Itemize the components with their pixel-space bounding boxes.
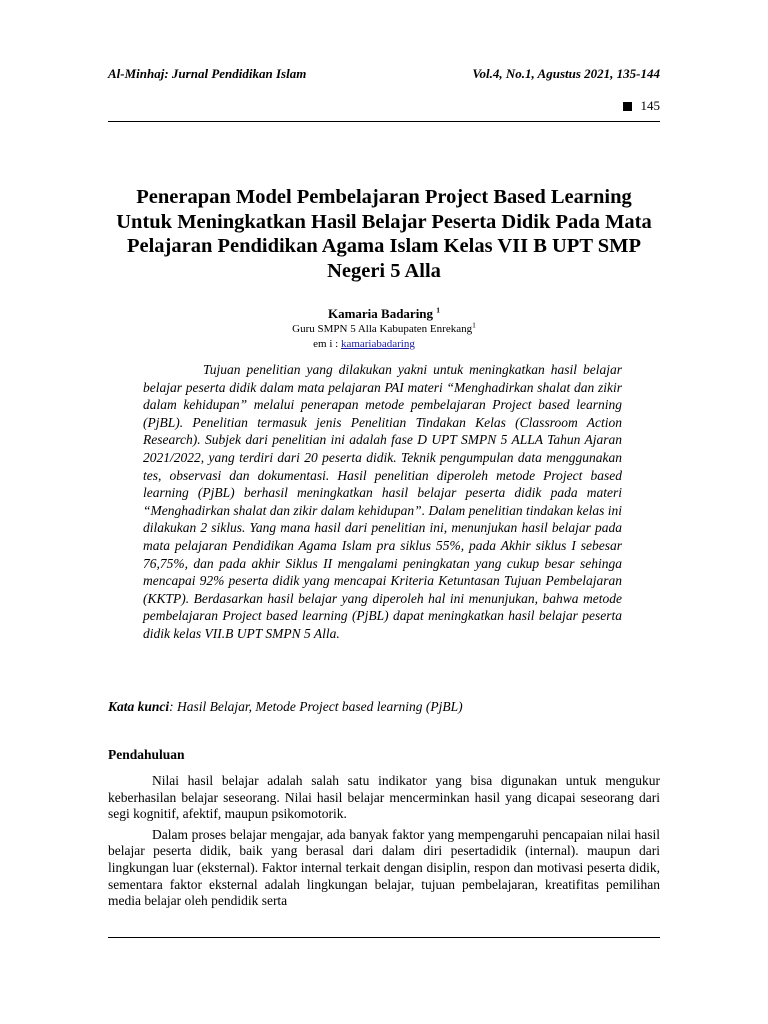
keywords-text: : Hasil Belajar, Metode Project based learning (PjBL) <box>169 699 463 714</box>
paper-title: Penerapan Model Pembelajaran Project Based Learning Untuk Meningkatkan Hasil Belajar Peserta Didik Pada Mata Pelajaran Pendidikan Agama Islam Kelas VII B UPT SMP Negeri 5 Alla <box>116 186 652 282</box>
page-number: 145 <box>640 98 660 113</box>
keywords-label: Kata kunci <box>108 699 170 714</box>
author-block <box>108 305 660 352</box>
abstract: Tujuan penelitian yang dilakukan yakni untuk meningkatkan hasil belajar belajar peserta didik dalam mata pelajaran PAI materi “Menghadirkan shalat dan zikir dalam kehidupan” melalui penerapan metode pembelajaran Project based learning (PjBL). Penelitian termasuk jenis Penelitian Tindakan Kelas (Classroom Action Research). Subjek dari penelitian ini adalah fase D UPT SMPN 5 ALLA Tahun Ajaran 2021/2022, yang terdiri dari 20 peserta didik. Teknik pengumpulan data menggunakan tes, observasi dan dokumentasi. Hasil penelitian diperoleh metode Project based learning (PjBL) berhasil meningkatkan hasil belajar peserta didik pada materi “Menghadirkan shalat dan zikir dalam kehidupan”. Dalam penelitian tindakan kelas ini dilakukan 2 siklus. Yang mana hasil dari penelitian ini, menunjukan hasil belajar pada mata pelajaran Pendidikan Agama Islam pra siklus 55%, pada Akhir siklus I sebesar 76,75%, dan pada akhir Siklus II mengalami peningkatan yang cukup besar sehinga mencapai 92% peserta didik yang mencapai Kriteria Ketuntasan Tujuan Pembelajaran (KKTP). Berdasarkan hasil belajar yang diperoleh hal ini menunjukan, bahwa metode pembelajaran Project based learning (PjBL) dapat meningkatkan hasil belajar peserta didik kelas VII.B UPT SMPN 5 Alla. <box>143 362 622 641</box>
author-superscript: 1 <box>436 305 441 315</box>
email-link[interactable]: kamariabadaring <box>340 338 415 350</box>
footer-divider <box>108 937 660 938</box>
keywords <box>108 699 660 715</box>
author-name-line <box>108 305 660 322</box>
section-heading: Pendahuluan <box>108 747 185 762</box>
header-divider <box>108 121 660 122</box>
black-square-icon <box>623 102 632 111</box>
author-affiliation-line <box>108 322 660 337</box>
author-name: Kamaria Badaring <box>327 306 434 321</box>
body-paragraph: Dalam proses belajar mengajar, ada banyak faktor yang mempengaruhi pencapaian nilai hasil belajar peserta didik, baik yang berasal dari dalam diri pesertadidik (internal). maupun dari lingkungan luar (eksternal). Faktor internal terkait dengan disiplin, respon dan motivasi peserta didik, sementara faktor eksternal adalah lingkungan belajar, tujuan pembelajaran, kreatifitas pemilihan media belajar oleh pendidik serta <box>108 826 660 909</box>
author-affiliation: Guru SMPN 5 Alla Kabupaten Enrekang <box>292 323 473 335</box>
email-label: em i : <box>313 338 341 350</box>
affiliation-superscript: 1 <box>472 320 476 330</box>
volume-info: Vol.4, No.1, Agustus 2021, 135-144 <box>472 66 660 81</box>
section-body <box>108 773 660 914</box>
body-paragraph: Nilai hasil belajar adalah salah satu indikator yang bisa digunakan untuk mengukur keberhasilan belajar seseorang. Nilai hasil belajar mencerminkan hasil yang dicapai seseorang dari segi kognitif, afektif, maupun psikomotorik. <box>108 773 660 822</box>
journal-page <box>108 0 660 1024</box>
page-number-block <box>623 98 661 114</box>
journal-name: Al-Minhaj: Jurnal Pendidikan Islam <box>108 66 307 81</box>
author-email-line <box>108 337 660 352</box>
